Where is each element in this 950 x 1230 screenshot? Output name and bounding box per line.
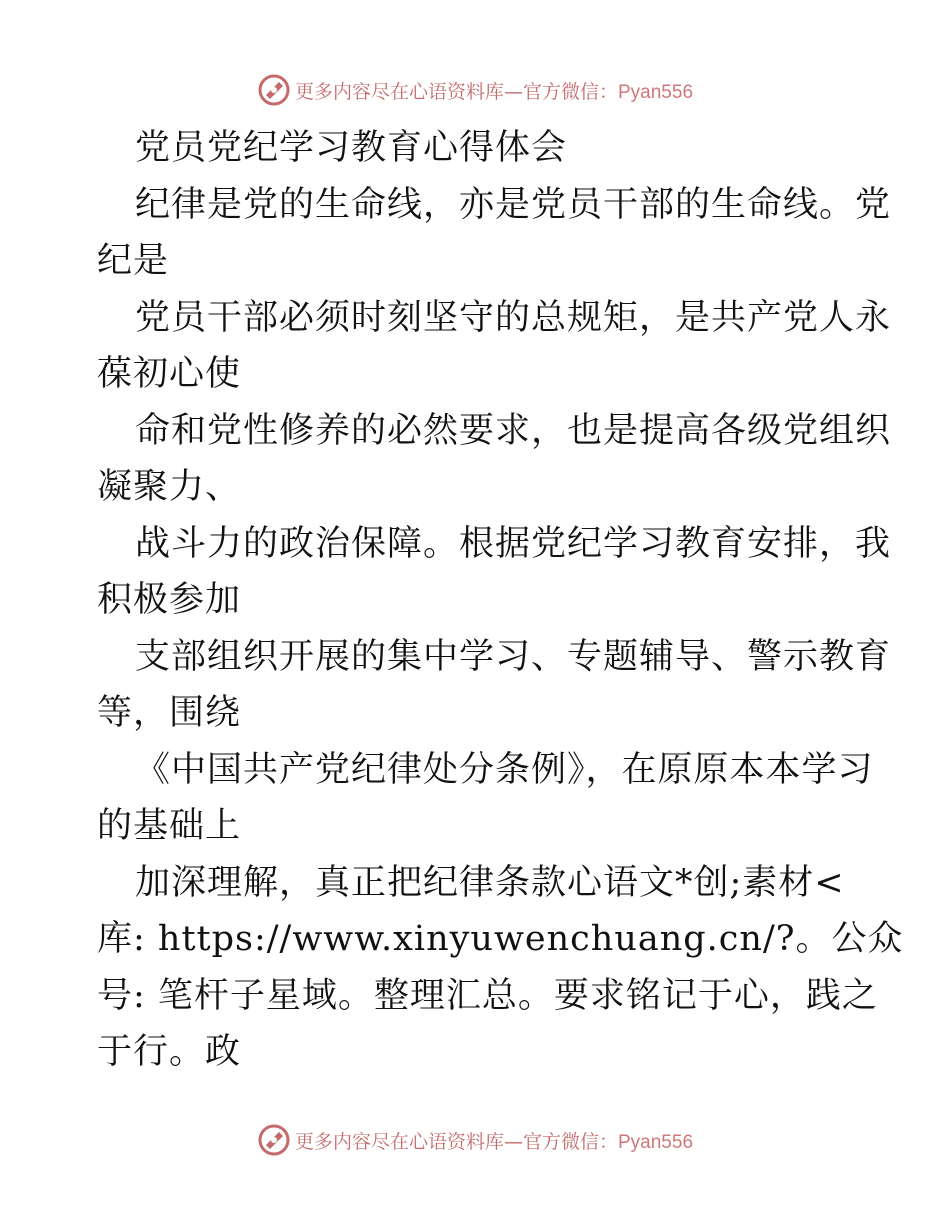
- text-line: 的基础上: [97, 806, 242, 846]
- text-line: 支部组织开展的集中学习、专题辅导、警示教育: [135, 636, 892, 677]
- text-line: 号: 笔杆子星域。整理汇总。要求铭记于心，践之: [97, 975, 878, 1016]
- watermark-id: Pyan556: [618, 1131, 694, 1153]
- watermark-id: Pyan556: [618, 81, 694, 103]
- text-line: 《中国共产党纪律处分条例》，在原原本本学习: [135, 749, 874, 790]
- brand-logo-icon: [257, 73, 291, 107]
- text-line: 积极参加: [97, 580, 242, 620]
- text-line: 库: https://www.xinyuwenchuang.cn/?。公众: [97, 919, 904, 959]
- text-line: 于行。政: [97, 1032, 242, 1072]
- watermark-label: 更多内容尽在心语资料库—官方微信：: [294, 80, 618, 103]
- text-line: 加深理解，真正把纪律条款心语文*创;素材<: [135, 862, 845, 903]
- text-line: 葆初心使: [97, 354, 242, 394]
- text-line: 党员干部必须时刻坚守的总规矩，是共产党人永: [135, 297, 892, 338]
- watermark-text: [295, 77, 693, 104]
- document-title: 党员党纪学习教育心得体会: [135, 128, 568, 168]
- header-watermark: [0, 70, 950, 110]
- text-line: 命和党性修养的必然要求，也是提高各级党组织: [135, 410, 892, 451]
- text-line: 等，围绕: [97, 693, 242, 733]
- watermark-label: 更多内容尽在心语资料库—官方微信：: [294, 1130, 618, 1153]
- text-line: 战斗力的政治保障。根据党纪学习教育安排，我: [135, 523, 892, 564]
- watermark-text: [295, 1127, 693, 1154]
- text-line: 纪律是党的生命线，亦是党员干部的生命线。党: [135, 184, 892, 225]
- text-line: 纪是: [97, 241, 170, 281]
- footer-watermark: [0, 1120, 950, 1160]
- document-body: [97, 120, 904, 1081]
- brand-logo-icon: [257, 1123, 291, 1157]
- text-line: 凝聚力、: [97, 467, 242, 507]
